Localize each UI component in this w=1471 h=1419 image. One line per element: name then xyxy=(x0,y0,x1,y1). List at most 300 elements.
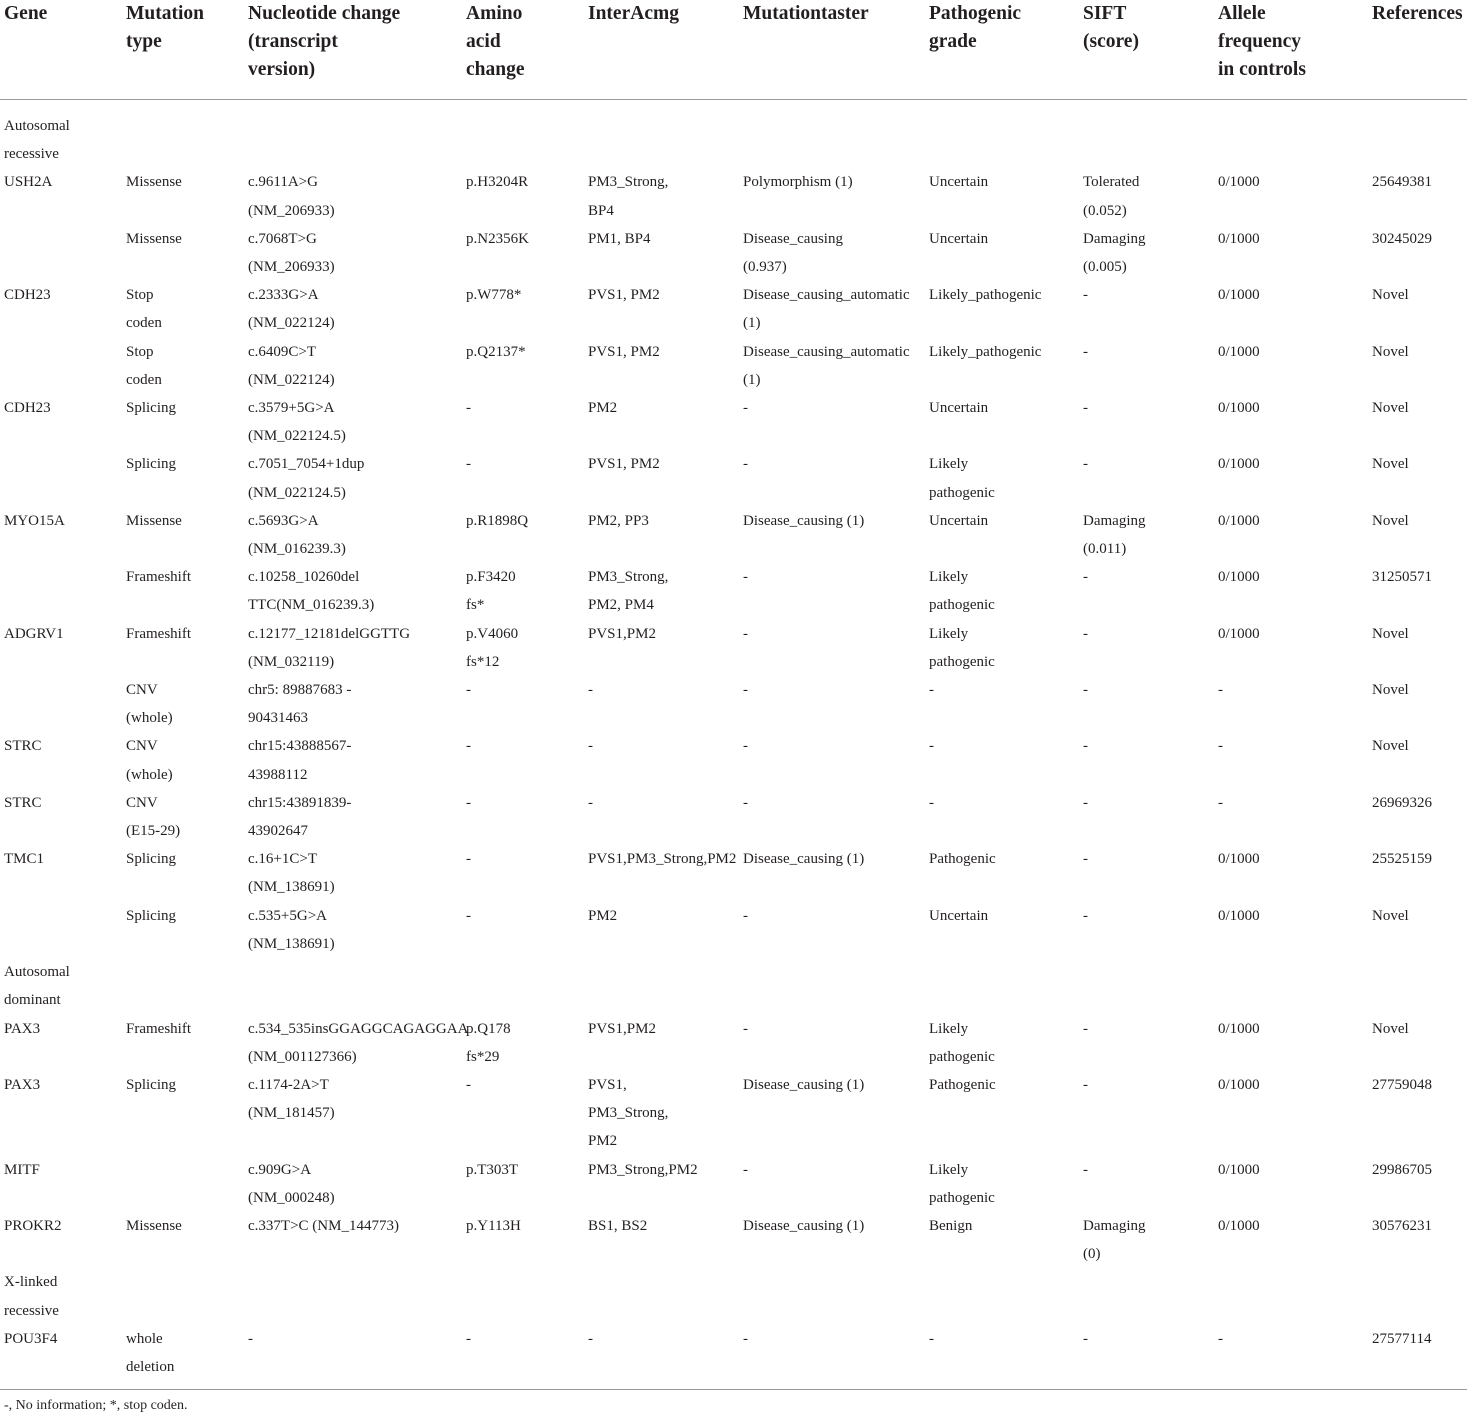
cell-line: p.Q2137* xyxy=(466,343,526,360)
cell-line: 25649381 xyxy=(1372,174,1432,191)
cell-line: MITF xyxy=(4,1161,40,1178)
cell-line: coden xyxy=(126,315,162,332)
cell-pathogenic-grade xyxy=(925,789,1079,845)
cell-line: (NM_032119) xyxy=(248,653,335,670)
cell-line: (1) xyxy=(743,315,761,332)
table-row xyxy=(0,676,1467,732)
cell-nucleotide-change xyxy=(244,225,462,281)
cell-line: p.N2356K xyxy=(466,230,529,247)
cell-line: PM2, PP3 xyxy=(588,512,649,529)
cell-line: Missense xyxy=(126,174,182,191)
cell-nucleotide-change xyxy=(244,1325,462,1383)
cell-pathogenic-grade xyxy=(925,732,1079,788)
cell-interacmg xyxy=(584,620,739,676)
cell-line: Uncertain xyxy=(929,174,989,191)
cell-line: (0.011) xyxy=(1083,541,1127,558)
cell-pathogenic-grade xyxy=(925,338,1079,394)
cell-line: frequency xyxy=(1218,31,1302,52)
cell-line: 0/1000 xyxy=(1218,400,1260,417)
cell-gene xyxy=(0,1156,122,1212)
cell-line: recessive xyxy=(4,146,59,163)
cell-amino-acid-change xyxy=(462,507,584,563)
cell-line: 0/1000 xyxy=(1218,907,1260,924)
cell-line: fs* xyxy=(466,597,485,614)
cell-line: TTC(NM_016239.3) xyxy=(248,597,375,614)
cell-sift-score xyxy=(1079,168,1214,224)
cell-line: c.9611A>G xyxy=(248,174,318,191)
cell-line: 30576231 xyxy=(1372,1217,1432,1234)
empty-cell xyxy=(739,1268,925,1324)
cell-line: - xyxy=(743,1330,748,1347)
cell-allele-frequency xyxy=(1214,394,1368,450)
cell-line: PM1, BP4 xyxy=(588,230,651,247)
cell-references xyxy=(1368,1071,1467,1156)
cell-line: Novel xyxy=(1372,1020,1409,1037)
cell-line: recessive xyxy=(4,1302,59,1319)
column-header-references xyxy=(1368,0,1467,100)
cell-mutation-type xyxy=(122,281,244,337)
cell-sift-score xyxy=(1079,563,1214,619)
cell-allele-frequency xyxy=(1214,732,1368,788)
cell-line: - xyxy=(466,1076,471,1093)
empty-cell xyxy=(122,100,244,169)
cell-nucleotide-change xyxy=(244,394,462,450)
cell-line xyxy=(4,450,122,478)
cell-amino-acid-change xyxy=(462,394,584,450)
empty-cell xyxy=(462,100,584,169)
cell-mutationtaster xyxy=(739,450,925,506)
empty-cell xyxy=(462,958,584,1014)
cell-line: Novel xyxy=(1372,456,1409,473)
cell-line: - xyxy=(743,456,748,473)
cell-sift-score xyxy=(1079,732,1214,788)
cell-line: fs*29 xyxy=(466,1048,500,1065)
column-header-gene xyxy=(0,0,122,100)
cell-line: - xyxy=(248,1330,253,1347)
cell-line: - xyxy=(1083,456,1088,473)
empty-cell xyxy=(122,958,244,1014)
cell-pathogenic-grade xyxy=(925,1212,1079,1268)
cell-line: 0/1000 xyxy=(1218,1217,1260,1234)
cell-line: - xyxy=(466,682,471,699)
cell-sift-score xyxy=(1079,394,1214,450)
cell-line: Disease_causing (1) xyxy=(743,851,865,868)
cell-mutation-type xyxy=(122,902,244,958)
cell-line: - xyxy=(929,1330,934,1347)
cell-line: - xyxy=(743,794,748,811)
column-header-pathogenic-grade xyxy=(925,0,1079,100)
cell-line: - xyxy=(743,907,748,924)
cell-line: InterAcmg xyxy=(588,3,679,24)
cell-pathogenic-grade xyxy=(925,1015,1079,1071)
cell-line: (NM_206933) xyxy=(248,202,335,219)
empty-cell xyxy=(925,1268,1079,1324)
table-row xyxy=(0,732,1467,788)
cell-line: 30245029 xyxy=(1372,230,1432,247)
cell-line: - xyxy=(588,1330,593,1347)
cell-line: Likely xyxy=(929,569,969,586)
cell-line: SIFT xyxy=(1083,3,1127,24)
cell-line: chr5: 89887683 - xyxy=(248,682,352,699)
cell-gene xyxy=(0,732,122,788)
cell-line: Splicing xyxy=(126,851,177,868)
cell-line: Amino xyxy=(466,3,523,24)
cell-line: STRC xyxy=(4,738,42,755)
cell-nucleotide-change xyxy=(244,676,462,732)
section-title xyxy=(0,1268,122,1324)
cell-line: Disease_causing (1) xyxy=(743,1076,865,1093)
cell-line: (NM_016239.3) xyxy=(248,541,346,558)
cell-line: 0/1000 xyxy=(1218,851,1260,868)
cell-line: PM3_Strong, xyxy=(588,1105,669,1122)
cell-line: Novel xyxy=(1372,738,1409,755)
cell-line: (NM_022124.5) xyxy=(248,484,346,501)
cell-sift-score xyxy=(1079,450,1214,506)
empty-cell xyxy=(584,1268,739,1324)
cell-nucleotide-change xyxy=(244,620,462,676)
cell-line: Novel xyxy=(1372,682,1409,699)
cell-line xyxy=(4,225,122,253)
cell-line: - xyxy=(1083,1161,1088,1178)
cell-references xyxy=(1368,225,1467,281)
cell-interacmg xyxy=(584,902,739,958)
cell-line: - xyxy=(1218,682,1223,699)
cell-amino-acid-change xyxy=(462,620,584,676)
cell-sift-score xyxy=(1079,507,1214,563)
cell-amino-acid-change xyxy=(462,1071,584,1156)
table-row xyxy=(0,281,1467,337)
cell-amino-acid-change xyxy=(462,168,584,224)
cell-sift-score xyxy=(1079,845,1214,901)
cell-line: Frameshift xyxy=(126,1020,191,1037)
cell-line: Likely xyxy=(929,1161,969,1178)
cell-mutation-type xyxy=(122,338,244,394)
cell-mutation-type xyxy=(122,845,244,901)
cell-line: (E15-29) xyxy=(126,823,181,840)
table-row xyxy=(0,225,1467,281)
cell-line: fs*12 xyxy=(466,653,500,670)
cell-line: - xyxy=(743,1020,748,1037)
cell-allele-frequency xyxy=(1214,845,1368,901)
cell-interacmg xyxy=(584,845,739,901)
cell-amino-acid-change xyxy=(462,225,584,281)
cell-line: X-linked xyxy=(4,1274,58,1291)
cell-amino-acid-change xyxy=(462,732,584,788)
cell-sift-score xyxy=(1079,620,1214,676)
cell-line: 25525159 xyxy=(1372,851,1432,868)
cell-line: 0/1000 xyxy=(1218,343,1260,360)
cell-mutation-type xyxy=(122,789,244,845)
cell-line: pathogenic xyxy=(929,1048,995,1065)
cell-sift-score xyxy=(1079,225,1214,281)
empty-cell xyxy=(1079,100,1214,169)
cell-line: ADGRV1 xyxy=(4,625,64,642)
cell-line: Splicing xyxy=(126,456,177,473)
cell-amino-acid-change xyxy=(462,281,584,337)
cell-line: whole xyxy=(126,1330,163,1347)
cell-line: Disease_causing (1) xyxy=(743,512,865,529)
empty-cell xyxy=(1368,100,1467,169)
cell-mutationtaster xyxy=(739,338,925,394)
cell-gene xyxy=(0,563,122,619)
cell-references xyxy=(1368,845,1467,901)
empty-cell xyxy=(739,100,925,169)
cell-line xyxy=(4,676,122,704)
cell-line: Polymorphism (1) xyxy=(743,174,853,191)
cell-line: 43902647 xyxy=(248,823,308,840)
empty-cell xyxy=(584,100,739,169)
cell-line: Disease_causing (1) xyxy=(743,1217,865,1234)
cell-line: pathogenic xyxy=(929,1189,995,1206)
cell-line: Pathogenic xyxy=(929,851,996,868)
cell-line: (NM_000248) xyxy=(248,1189,335,1206)
column-header-amino-acid-change xyxy=(462,0,584,100)
empty-cell xyxy=(244,958,462,1014)
cell-interacmg xyxy=(584,676,739,732)
cell-nucleotide-change xyxy=(244,1015,469,1071)
column-header-interacmg xyxy=(584,0,739,100)
section-row xyxy=(0,100,1467,169)
table-row xyxy=(0,1212,1467,1268)
cell-line: - xyxy=(1218,1330,1223,1347)
cell-line: - xyxy=(1083,1076,1088,1093)
cell-line: Disease_causing xyxy=(743,230,843,247)
cell-nucleotide-change xyxy=(244,507,462,563)
cell-line: deletion xyxy=(126,1358,175,1375)
empty-cell xyxy=(1079,1268,1214,1324)
cell-allele-frequency xyxy=(1214,168,1368,224)
empty-cell xyxy=(925,958,1079,1014)
cell-line: References xyxy=(1372,3,1463,24)
cell-references xyxy=(1368,620,1467,676)
cell-line: - xyxy=(1083,569,1088,586)
cell-gene xyxy=(0,1071,122,1156)
cell-allele-frequency xyxy=(1214,789,1368,845)
cell-mutationtaster xyxy=(739,1212,925,1268)
cell-line: Mutationtaster xyxy=(743,3,869,24)
cell-pathogenic-grade xyxy=(925,168,1079,224)
cell-line: Allele xyxy=(1218,3,1266,24)
cell-amino-acid-change xyxy=(462,338,584,394)
cell-line: Nucleotide change xyxy=(248,3,401,24)
cell-nucleotide-change xyxy=(244,1071,462,1156)
cell-line: Frameshift xyxy=(126,625,191,642)
cell-line: Autosomal xyxy=(4,964,70,981)
cell-nucleotide-change xyxy=(244,789,462,845)
cell-pathogenic-grade xyxy=(925,845,1079,901)
cell-line: PAX3 xyxy=(4,1020,41,1037)
cell-line: Likely xyxy=(929,625,969,642)
cell-references xyxy=(1368,1325,1467,1383)
cell-mutation-type xyxy=(122,1015,244,1071)
cell-line: 90431463 xyxy=(248,710,308,727)
cell-line: pathogenic xyxy=(929,597,995,614)
cell-line: chr15:43888567- xyxy=(248,738,352,755)
cell-line: c.909G>A xyxy=(248,1161,312,1178)
table-row xyxy=(0,338,1467,394)
cell-nucleotide-change xyxy=(244,845,462,901)
cell-mutationtaster xyxy=(739,1156,925,1212)
cell-line: (NM_022124.5) xyxy=(248,428,346,445)
cell-references xyxy=(1368,450,1467,506)
cell-line: Damaging xyxy=(1083,230,1146,247)
cell-line: Frameshift xyxy=(126,569,191,586)
cell-mutation-type xyxy=(122,1071,244,1156)
cell-sift-score xyxy=(1079,676,1214,732)
cell-line: (transcript xyxy=(248,31,338,52)
table-row xyxy=(0,1156,1467,1212)
cell-line: (NM_138691) xyxy=(248,879,335,896)
cell-pathogenic-grade xyxy=(925,507,1079,563)
cell-line: (NM_138691) xyxy=(248,935,335,952)
cell-line: (NM_181457) xyxy=(248,1105,335,1122)
empty-cell xyxy=(1368,1268,1467,1324)
cell-sift-score xyxy=(1079,1325,1214,1383)
cell-pathogenic-grade xyxy=(925,225,1079,281)
column-header-allele-frequency xyxy=(1214,0,1368,100)
cell-line: pathogenic xyxy=(929,653,995,670)
empty-cell xyxy=(462,1268,584,1324)
cell-line: PM2 xyxy=(588,1133,618,1150)
cell-interacmg xyxy=(584,507,739,563)
cell-line: PVS1, PM2 xyxy=(588,456,660,473)
cell-line: Mutation xyxy=(126,3,204,24)
cell-line: CNV xyxy=(126,738,158,755)
cell-line: - xyxy=(1083,1020,1088,1037)
cell-line: change xyxy=(466,59,525,80)
cell-interacmg xyxy=(584,168,739,224)
cell-line: - xyxy=(466,851,471,868)
cell-pathogenic-grade xyxy=(925,620,1079,676)
cell-mutationtaster xyxy=(739,676,925,732)
cell-references xyxy=(1368,507,1467,563)
cell-gene xyxy=(0,168,122,224)
cell-allele-frequency xyxy=(1214,1325,1368,1383)
cell-allele-frequency xyxy=(1214,676,1368,732)
cell-gene xyxy=(0,1212,122,1268)
cell-gene xyxy=(0,1325,122,1383)
cell-line: PM2, PM4 xyxy=(588,597,654,614)
cell-line: - xyxy=(929,794,934,811)
table-row xyxy=(0,563,1467,619)
cell-line: Likely xyxy=(929,1020,969,1037)
cell-mutationtaster xyxy=(739,281,925,337)
empty-cell xyxy=(1214,1268,1368,1324)
cell-line: - xyxy=(1083,907,1088,924)
cell-line: PVS1,PM3_Strong,PM2 xyxy=(588,851,737,868)
cell-line: Likely_pathogenic xyxy=(929,343,1042,360)
cell-line: Stop xyxy=(126,343,154,360)
cell-line: CNV xyxy=(126,682,158,699)
cell-references xyxy=(1368,1015,1467,1071)
cell-mutationtaster xyxy=(739,394,925,450)
cell-allele-frequency xyxy=(1214,563,1368,619)
cell-mutation-type xyxy=(122,450,244,506)
cell-interacmg xyxy=(584,338,739,394)
cell-line: 27759048 xyxy=(1372,1076,1432,1093)
cell-line: (0.005) xyxy=(1083,259,1127,276)
cell-line: - xyxy=(1083,738,1088,755)
empty-cell xyxy=(244,1268,462,1324)
cell-sift-score xyxy=(1079,1071,1214,1156)
cell-mutation-type xyxy=(122,225,244,281)
cell-line: Likely xyxy=(929,456,969,473)
table-row xyxy=(0,1325,1467,1383)
cell-gene xyxy=(0,225,122,281)
cell-line: PM3_Strong,PM2 xyxy=(588,1161,698,1178)
cell-amino-acid-change xyxy=(462,902,584,958)
cell-line: TMC1 xyxy=(4,851,45,868)
cell-line: Novel xyxy=(1372,400,1409,417)
cell-pathogenic-grade xyxy=(925,1071,1079,1156)
cell-amino-acid-change xyxy=(462,845,584,901)
cell-line: c.3579+5G>A xyxy=(248,400,335,417)
cell-nucleotide-change xyxy=(244,563,462,619)
cell-sift-score xyxy=(1079,789,1214,845)
cell-line: acid xyxy=(466,31,501,52)
cell-gene xyxy=(0,845,122,901)
table-row xyxy=(0,620,1467,676)
cell-interacmg xyxy=(584,225,739,281)
cell-mutationtaster xyxy=(739,563,925,619)
empty-cell xyxy=(925,100,1079,169)
cell-line: PVS1,PM2 xyxy=(588,625,656,642)
cell-line: Likely_pathogenic xyxy=(929,287,1042,304)
cell-mutation-type xyxy=(122,168,244,224)
cell-line: - xyxy=(466,1330,471,1347)
cell-gene xyxy=(0,394,122,450)
cell-line: 43988112 xyxy=(248,766,308,783)
cell-line: 29986705 xyxy=(1372,1161,1432,1178)
cell-line: Uncertain xyxy=(929,512,989,529)
cell-pathogenic-grade xyxy=(925,902,1079,958)
cell-line: - xyxy=(466,456,471,473)
cell-line: BS1, BS2 xyxy=(588,1217,648,1234)
empty-cell xyxy=(1214,958,1368,1014)
cell-amino-acid-change xyxy=(462,1156,584,1212)
cell-line: - xyxy=(1083,851,1088,868)
cell-line: 27577114 xyxy=(1372,1330,1432,1347)
cell-line: BP4 xyxy=(588,202,614,219)
cell-line: Pathogenic xyxy=(929,3,1022,24)
cell-line: - xyxy=(743,1161,748,1178)
cell-line: - xyxy=(466,794,471,811)
cell-pathogenic-grade xyxy=(925,450,1079,506)
cell-line: p.V4060 xyxy=(466,625,519,642)
cell-interacmg xyxy=(584,1156,739,1212)
section-title xyxy=(0,100,122,169)
cell-line: 0/1000 xyxy=(1218,1020,1260,1037)
cell-line: MYO15A xyxy=(4,512,65,529)
table-row xyxy=(0,168,1467,224)
cell-line: Splicing xyxy=(126,1076,177,1093)
cell-line: CNV xyxy=(126,794,158,811)
cell-mutationtaster xyxy=(739,225,925,281)
cell-line: POU3F4 xyxy=(4,1330,58,1347)
cell-line: Missense xyxy=(126,1217,182,1234)
cell-line: c.16+1C>T xyxy=(248,851,317,868)
cell-line: dominant xyxy=(4,992,61,1009)
cell-line: 0/1000 xyxy=(1218,287,1260,304)
empty-cell xyxy=(122,1268,244,1324)
cell-interacmg xyxy=(584,1212,739,1268)
cell-line: 0/1000 xyxy=(1218,625,1260,642)
cell-mutation-type xyxy=(122,620,244,676)
cell-line: PM2 xyxy=(588,907,618,924)
cell-line: 0/1000 xyxy=(1218,1161,1260,1178)
cell-nucleotide-change xyxy=(244,338,462,394)
cell-mutationtaster xyxy=(739,620,925,676)
